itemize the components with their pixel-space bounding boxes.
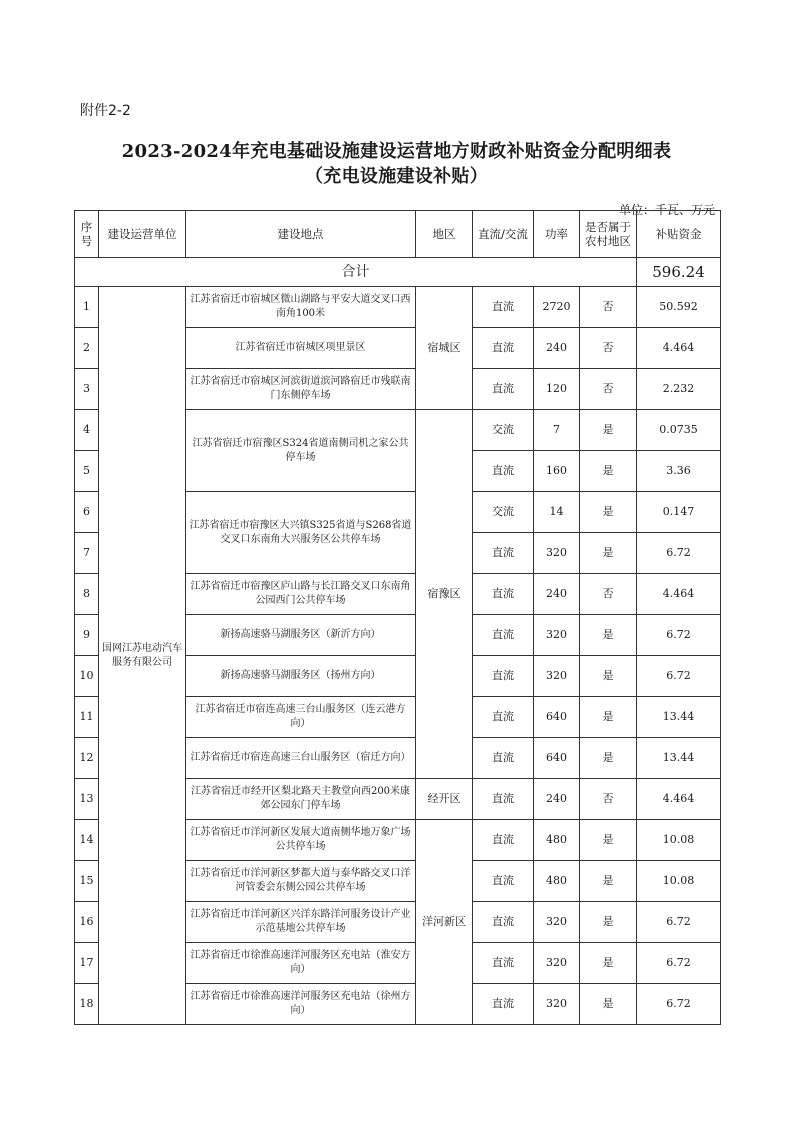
- subsidy-cell: 13.44: [637, 697, 721, 738]
- rural-cell: 是: [580, 984, 637, 1025]
- location-cell: 江苏省宿迁市徐淮高速洋河服务区充电站（淮安方向）: [186, 943, 416, 984]
- seq-cell: 18: [75, 984, 99, 1025]
- subsidy-cell: 10.08: [637, 820, 721, 861]
- rural-cell: 否: [580, 328, 637, 369]
- type-cell: 直流: [473, 984, 534, 1025]
- seq-cell: 13: [75, 779, 99, 820]
- seq-cell: 3: [75, 369, 99, 410]
- rural-cell: 否: [580, 287, 637, 328]
- location-cell: 江苏省宿迁市宿豫区S324省道南侧司机之家公共停车场: [186, 410, 416, 492]
- district-cell: 洋河新区: [416, 820, 473, 1025]
- power-cell: 14: [534, 492, 580, 533]
- location-cell: 江苏省宿迁市经开区梨北路天主教堂向西200米康郊公园东门停车场: [186, 779, 416, 820]
- type-cell: 直流: [473, 328, 534, 369]
- unit-note: 单位：千瓦、万元: [618, 203, 715, 217]
- type-cell: 直流: [473, 287, 534, 328]
- power-cell: 240: [534, 779, 580, 820]
- rural-cell: 是: [580, 738, 637, 779]
- rural-cell: 是: [580, 820, 637, 861]
- rural-cell: 否: [580, 574, 637, 615]
- type-cell: 直流: [473, 615, 534, 656]
- district-cell: 经开区: [416, 779, 473, 820]
- seq-cell: 10: [75, 656, 99, 697]
- subsidy-cell: 6.72: [637, 943, 721, 984]
- type-cell: 直流: [473, 902, 534, 943]
- location-cell: 江苏省宿迁市宿豫区大兴镇S325省道与S268省道交叉口东南角大兴服务区公共停车场: [186, 492, 416, 574]
- rural-cell: 是: [580, 861, 637, 902]
- seq-cell: 6: [75, 492, 99, 533]
- subsidy-cell: 2.232: [637, 369, 721, 410]
- seq-cell: 17: [75, 943, 99, 984]
- operator-cell: 国网江苏电动汽车服务有限公司: [99, 287, 186, 1025]
- rural-cell: 是: [580, 451, 637, 492]
- power-cell: 160: [534, 451, 580, 492]
- seq-cell: 14: [75, 820, 99, 861]
- subsidy-cell: 4.464: [637, 328, 721, 369]
- seq-cell: 16: [75, 902, 99, 943]
- page-subtitle: （充电设施建设补贴）: [305, 166, 488, 187]
- district-cell: 宿城区: [416, 287, 473, 410]
- seq-cell: 1: [75, 287, 99, 328]
- table-header-row: [75, 211, 721, 258]
- subsidy-cell: 4.464: [637, 574, 721, 615]
- power-cell: 480: [534, 820, 580, 861]
- rural-cell: 是: [580, 943, 637, 984]
- type-cell: 直流: [473, 697, 534, 738]
- power-cell: 240: [534, 574, 580, 615]
- location-cell: 江苏省宿迁市宿豫区庐山路与长江路交叉口东南角公园西门公共停车场: [186, 574, 416, 615]
- subsidy-table: [74, 210, 721, 1025]
- header-power: 功率: [534, 211, 580, 258]
- header-location: 建设地点: [186, 211, 416, 258]
- subsidy-cell: 6.72: [637, 615, 721, 656]
- total-label: 合计: [75, 258, 637, 287]
- total-row: [75, 258, 721, 287]
- subsidy-cell: 0.147: [637, 492, 721, 533]
- header-subsidy: 补贴资金: [637, 211, 721, 258]
- subsidy-cell: 6.72: [637, 902, 721, 943]
- subsidy-cell: 4.464: [637, 779, 721, 820]
- power-cell: 240: [534, 328, 580, 369]
- subsidy-cell: 6.72: [637, 984, 721, 1025]
- location-cell: 江苏省宿迁市洋河新区发展大道南侧华地万象广场公共停车场: [186, 820, 416, 861]
- header-unit: 建设运营单位: [99, 211, 186, 258]
- power-cell: 7: [534, 410, 580, 451]
- subsidy-cell: 6.72: [637, 656, 721, 697]
- rural-cell: 是: [580, 656, 637, 697]
- location-cell: 江苏省宿迁市宿城区微山湖路与平安大道交叉口西南角100米: [186, 287, 416, 328]
- location-cell: 江苏省宿迁市宿连高速三台山服务区（宿迁方向）: [186, 738, 416, 779]
- power-cell: 320: [534, 902, 580, 943]
- location-cell: 新扬高速骆马湖服务区（扬州方向）: [186, 656, 416, 697]
- type-cell: 直流: [473, 656, 534, 697]
- district-cell: 宿豫区: [416, 410, 473, 779]
- header-district: 地区: [416, 211, 473, 258]
- location-cell: 江苏省宿迁市洋河新区梦都大道与泰华路交叉口洋河管委会东侧公园公共停车场: [186, 861, 416, 902]
- type-cell: 交流: [473, 410, 534, 451]
- power-cell: 480: [534, 861, 580, 902]
- type-cell: 直流: [473, 943, 534, 984]
- rural-cell: 是: [580, 902, 637, 943]
- seq-cell: 15: [75, 861, 99, 902]
- rural-cell: 否: [580, 779, 637, 820]
- subsidy-cell: 50.592: [637, 287, 721, 328]
- type-cell: 直流: [473, 451, 534, 492]
- power-cell: 320: [534, 533, 580, 574]
- header-seq: 序号: [75, 211, 99, 258]
- header-rural: 是否属于农村地区: [580, 211, 637, 258]
- subsidy-cell: 0.0735: [637, 410, 721, 451]
- type-cell: 直流: [473, 738, 534, 779]
- location-cell: 江苏省宿迁市宿城区项里景区: [186, 328, 416, 369]
- location-cell: 江苏省宿迁市洋河新区兴洋东路洋河服务设计产业示范基地公共停车场: [186, 902, 416, 943]
- header-type: 直流/交流: [473, 211, 534, 258]
- location-cell: 江苏省宿迁市宿城区河滨街道滨河路宿迁市残联南门东侧停车场: [186, 369, 416, 410]
- rural-cell: 是: [580, 492, 637, 533]
- type-cell: 直流: [473, 533, 534, 574]
- subsidy-cell: 3.36: [637, 451, 721, 492]
- power-cell: 320: [534, 656, 580, 697]
- type-cell: 直流: [473, 574, 534, 615]
- subsidy-cell: 6.72: [637, 533, 721, 574]
- seq-cell: 11: [75, 697, 99, 738]
- seq-cell: 4: [75, 410, 99, 451]
- power-cell: 640: [534, 738, 580, 779]
- power-cell: 640: [534, 697, 580, 738]
- power-cell: 320: [534, 615, 580, 656]
- location-cell: 江苏省宿迁市徐淮高速洋河服务区充电站（徐州方向）: [186, 984, 416, 1025]
- seq-cell: 8: [75, 574, 99, 615]
- page-title: 2023-2024年充电基础设施建设运营地方财政补贴资金分配明细表: [121, 141, 672, 162]
- attachment-label: 附件2-2: [80, 103, 131, 119]
- type-cell: 直流: [473, 820, 534, 861]
- location-cell: 新扬高速骆马湖服务区（新沂方向）: [186, 615, 416, 656]
- seq-cell: 7: [75, 533, 99, 574]
- rural-cell: 否: [580, 369, 637, 410]
- power-cell: 2720: [534, 287, 580, 328]
- subsidy-cell: 13.44: [637, 738, 721, 779]
- rural-cell: 是: [580, 697, 637, 738]
- type-cell: 直流: [473, 861, 534, 902]
- power-cell: 320: [534, 984, 580, 1025]
- table-row: [75, 287, 721, 328]
- type-cell: 直流: [473, 779, 534, 820]
- location-cell: 江苏省宿迁市宿连高速三台山服务区（连云港方向）: [186, 697, 416, 738]
- type-cell: 交流: [473, 492, 534, 533]
- seq-cell: 5: [75, 451, 99, 492]
- rural-cell: 是: [580, 533, 637, 574]
- seq-cell: 2: [75, 328, 99, 369]
- rural-cell: 是: [580, 615, 637, 656]
- subsidy-cell: 10.08: [637, 861, 721, 902]
- rural-cell: 是: [580, 410, 637, 451]
- type-cell: 直流: [473, 369, 534, 410]
- power-cell: 120: [534, 369, 580, 410]
- power-cell: 320: [534, 943, 580, 984]
- total-value: 596.24: [637, 258, 721, 287]
- seq-cell: 9: [75, 615, 99, 656]
- seq-cell: 12: [75, 738, 99, 779]
